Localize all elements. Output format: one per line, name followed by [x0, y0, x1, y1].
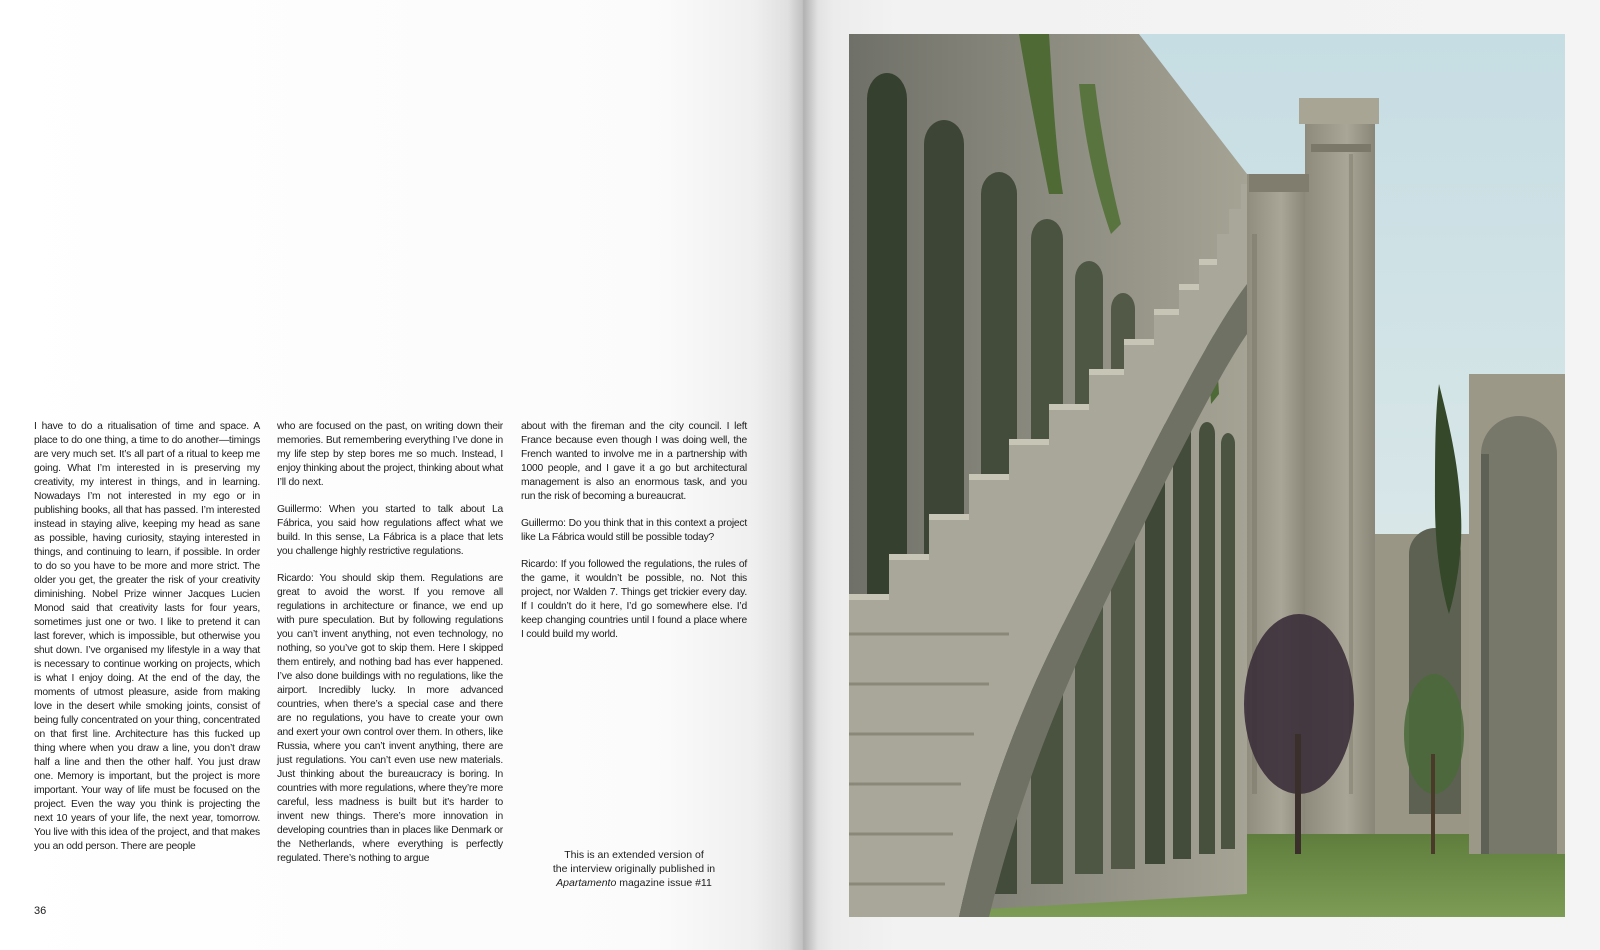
caption-line-3: [521, 876, 747, 890]
column-1-paragraph-1: I have to do a ritualisation of time and space. A place to do one thing, a time to do another—timings are very much set. It’s all part of a ritual to keep me going. What I’m interested in is preserving my creativity, my interest in things, and in learning. Nowadays I’m not interested in my ego or in publishing books, all that has passed. I’m interested instead in staying alive, keeping my head as sane as possible, having curiosity, staying interested in things, and continuing to learn, if possible. In order to do so you have to be more and more strict. The older you get, the greater the risk of your creativity diminishing. Nobel Prize winner Jacques Lucien Monod said that creativity lasts for four years, sometimes just one or two. I like to pretend it can last forever, which is impossible, but otherwise you shut down. I’ve organised my lifestyle in a way that is necessary to continue working on projects, which is what I enjoy doing. At the end of the day, the moments of utmost pleasure, aside from making love in the desert while smoking joints, consist of being fully concentrated on your thing, concentrated on that first line. Architecture has this fucked up thing where when you draw a line, you don’t draw half a line and then the other half. You just draw one. Memory is important, but the project is more important. Your way of life must be focused on the project. Even the way you think is projecting the next 10 years of your life, the next year, tomorrow. You live with this idea of the project, and that makes you an odd person. There are people: [34, 421, 260, 852]
magazine-title: Apartamento: [556, 877, 617, 889]
text-column-1: [34, 420, 260, 867]
concrete-staircase-with-arches-photo: [849, 34, 1565, 917]
text-column-3: [521, 420, 747, 655]
caption-line-1: This is an extended version of: [564, 849, 704, 861]
binding-gutter: [788, 0, 818, 950]
column-3-paragraph-3: Ricardo: If you followed the regulations, the rules of the game, it wouldn’t be possible, no. Not this project, nor Walden 7. Things get trickier every day. If I couldn’t do it here, I’d go somewhere else. I’d keep changing countries until I found a place where I could build my world.: [521, 559, 747, 640]
page-number: 36: [34, 905, 47, 917]
right-arch-pillar: [1469, 374, 1565, 854]
photo-illustration: [849, 34, 1565, 917]
caption-line-2: the interview originally published in: [552, 863, 716, 875]
column-2-paragraph-2: Guillermo: When you started to talk about La Fábrica, you said how regulations affect what we build. In this sense, La Fábrica is a place that lets you challenge highly restrictive regulations.: [277, 504, 503, 557]
text-column-2: [277, 420, 503, 879]
column-3-paragraph-2: Guillermo: Do you think that in this context a project like La Fábrica would still be possible today?: [521, 518, 747, 543]
extended-version-caption: [521, 848, 747, 890]
caption-issue: magazine issue #11: [616, 877, 712, 889]
column-2-paragraph-3: Ricardo: You should skip them. Regulations are great to avoid the worst. If you remove all regulations in architecture or finance, we end up with pure speculation. But by following regulations you can’t invent anything, not even technology, no nothing, so you’ve got to skip them. Here I skipped them entirely, and nothing bad has ever happened. I’ve also done buildings with no regulations, like the airport. Incredibly lucky. In more advanced countries, when there’s a special case and there are no regulations, you have to create your own and exert your own control over them. In others, like Russia, where you can’t invent anything, there are just regulations. You can’t even use new materials. Just thinking about the bureaucracy is boring. In countries with more regulations, where they’re more careful, less madness is built but it’s harder to invent new things. There’s more innovation in developing countries than in places like Denmark or the Netherlands, where everything is perfectly regulated. There’s nothing to argue: [277, 573, 503, 864]
column-2-paragraph-1: who are focused on the past, on writing down their memories. But remembering everything I’ve done in my life step by step bores me so much. Instead, I enjoy thinking about the project, thinking about what I’ll do next.: [277, 421, 503, 488]
column-3-paragraph-1: about with the fireman and the city council. I left France because even though I was doing well, the French wanted to involve me in a partnership with 1000 people, and I gave it a go but architectural management is also an enormous task, and you run the risk of becoming a bureaucrat.: [521, 421, 747, 502]
